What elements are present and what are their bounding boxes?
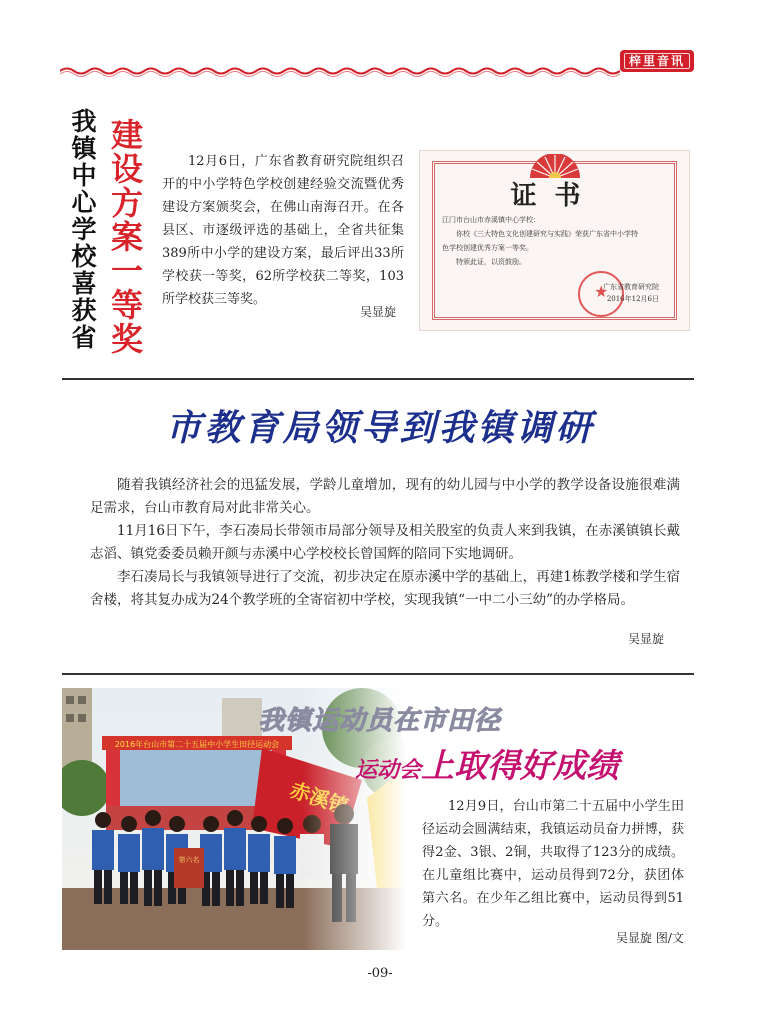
header-decorative-rule — [60, 56, 620, 82]
article2-title: 市教育局领导到我镇调研 — [165, 408, 595, 449]
article1-title-red: 建设方案一等奖 — [106, 118, 144, 356]
article1-title-black: 我镇中心学校喜获省 — [68, 108, 97, 351]
certificate-date: 2016年12月6日 — [606, 295, 659, 303]
certificate-line: 江门市台山市赤溪镇中心学校： — [442, 216, 540, 224]
article3-title-small: 运动会 — [355, 758, 422, 783]
article1-body: 12月6日，广东省教育研究院组织召开的中小学特色学校创建经验交流暨优秀建设方案颁奖会，在佛山南海召开。在各县区、市逐级评选的基础上，全省共征集389所中小学的建设方案，最后评出33所学校获一等奖，62所学校获二等奖，103所学校获三等奖。 — [162, 154, 404, 307]
article2-paragraph: 11月16日下午，李石凑局长带领市局部分领导及相关股室的负责人来到我镇，在赤溪镇镇长戴志滔、镇党委委员赖开颜与赤溪中心学校校长曾国辉的陪同下实地调研。 — [90, 523, 680, 562]
article3-title-line2 — [355, 740, 619, 787]
page-number: -09- — [367, 966, 393, 981]
certificate-line: 色学校创建优秀方案一等奖。 — [442, 244, 533, 252]
certificate-issuer: 广东省教育研究院 — [603, 283, 659, 291]
article2-paragraph: 随着我镇经济社会的迅猛发展，学龄儿童增加，现有的幼儿园与中小学的教学设备设施很难满足需求，台山市教育局对此非常关心。 — [90, 477, 680, 516]
certificate-line: 你校《三大特色文化创建研究与实践》荣获广东省中小学特 — [456, 230, 638, 238]
article3-title-big: 上取得好成绩 — [421, 746, 620, 785]
section-badge: 梓里音讯 — [620, 50, 694, 72]
certificate-line: 特颁此证，以资鼓励。 — [456, 258, 526, 266]
certificate-text — [442, 213, 672, 269]
section-divider — [62, 378, 694, 380]
certificate-title: 证书 — [510, 181, 599, 211]
article2-paragraph: 李石凑局长与我镇领导进行了交流，初步决定在原赤溪中学的基础上，再建1栋教学楼和学生宿舍楼，将其复办成为24个教学班的全寄宿初中学校，实现我镇“一中二小三幼”的办学格局。 — [90, 569, 680, 608]
certificate-signature — [603, 281, 659, 305]
article2-body — [90, 474, 680, 612]
certificate-image — [419, 150, 690, 331]
article2-author: 吴显旋 — [628, 632, 665, 646]
article1-author: 吴显旋 — [360, 305, 397, 319]
section-divider — [62, 673, 694, 675]
article3-title-line1: 我镇运动员在市田径 — [258, 706, 502, 736]
article3-body: 12月9日，台山市第二十五届中小学生田径运动会圆满结束，我镇运动员奋力拼博，获得2金、3银、2铜，共取得了123分的成绩。在儿童组比赛中，运动员得到72分，获团体第六名。在少年乙组比赛中，运动员得到51分。 — [422, 799, 684, 929]
article3-author: 吴显旋 图/文 — [616, 931, 684, 945]
